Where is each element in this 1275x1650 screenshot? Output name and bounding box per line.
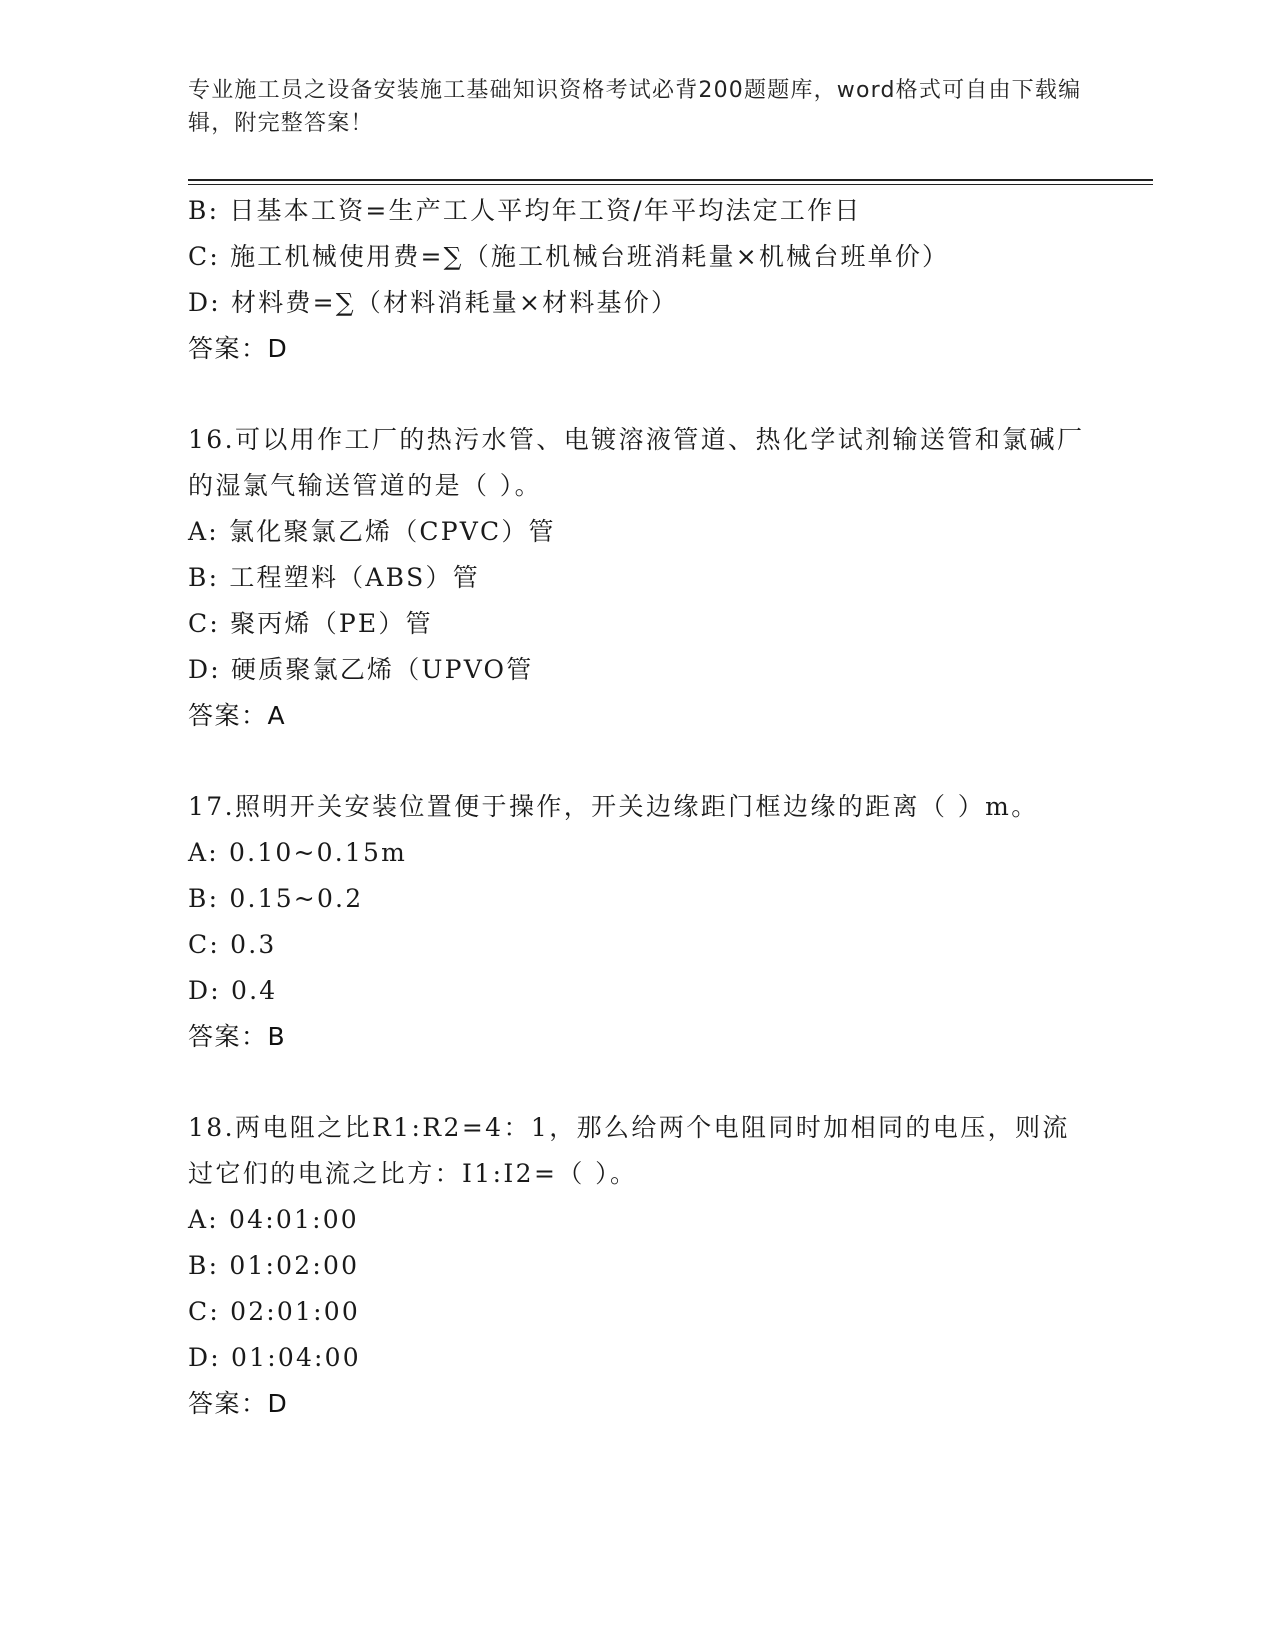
- question-15-block: [188, 188, 1088, 372]
- header-rule-thick: [188, 179, 1153, 181]
- q15-option-b: B: 日基本工资=生产工人平均年工资/年平均法定工作日: [188, 196, 862, 225]
- question-17-block: [188, 784, 1088, 1060]
- q16-question: 16.可以用作工厂的热污水管、电镀溶液管道、热化学试剂输送管和氯碱厂的湿氯气输送管道的是（ ）。: [188, 425, 1085, 500]
- q16-option-c: C: 聚丙烯（PE）管: [188, 609, 433, 638]
- q18-option-d: D: 01:04:00: [188, 1343, 361, 1372]
- q18-question: 18.两电阻之比R1:R2=4：1，那么给两个电阻同时加相同的电压，则流过它们的电流之比方：I1:I2=（ ）。: [188, 1113, 1070, 1188]
- q17-option-a: A: 0.10~0.15m: [188, 838, 408, 867]
- q18-option-b: B: 01:02:00: [188, 1251, 360, 1280]
- q17-option-d: D: 0.4: [188, 976, 278, 1005]
- q18-answer: 答案：D: [188, 1389, 289, 1418]
- document-header: 专业施工员之设备安装施工基础知识资格考试必背200题题库，word格式可自由下载编辑，附完整答案！: [188, 78, 1082, 136]
- header-rule-thin: [188, 184, 1153, 185]
- q16-option-b: B: 工程塑料（ABS）管: [188, 563, 480, 592]
- q18-option-a: A: 04:01:00: [188, 1205, 359, 1234]
- q15-option-d: D: 材料费=∑（材料消耗量×材料基价）: [188, 288, 679, 317]
- q15-answer: 答案：D: [188, 334, 289, 363]
- q17-option-c: C: 0.3: [188, 930, 277, 959]
- q18-option-c: C: 02:01:00: [188, 1297, 360, 1326]
- q15-option-c: C: 施工机械使用费=∑（施工机械台班消耗量×机械台班单价）: [188, 242, 950, 271]
- question-18-block: [188, 1105, 1088, 1427]
- q17-option-b: B: 0.15~0.2: [188, 884, 364, 913]
- q16-option-a: A: 氯化聚氯乙烯（CPVC）管: [188, 517, 556, 546]
- q16-option-d: D: 硬质聚氯乙烯（UPVO管: [188, 655, 534, 684]
- document-body: [188, 188, 1088, 1427]
- q16-answer: 答案：A: [188, 701, 287, 730]
- question-16-block: [188, 417, 1088, 739]
- q17-question: 17.照明开关安装位置便于操作，开关边缘距门框边缘的距离（ ）m。: [188, 792, 1039, 821]
- q17-answer: 答案：B: [188, 1022, 287, 1051]
